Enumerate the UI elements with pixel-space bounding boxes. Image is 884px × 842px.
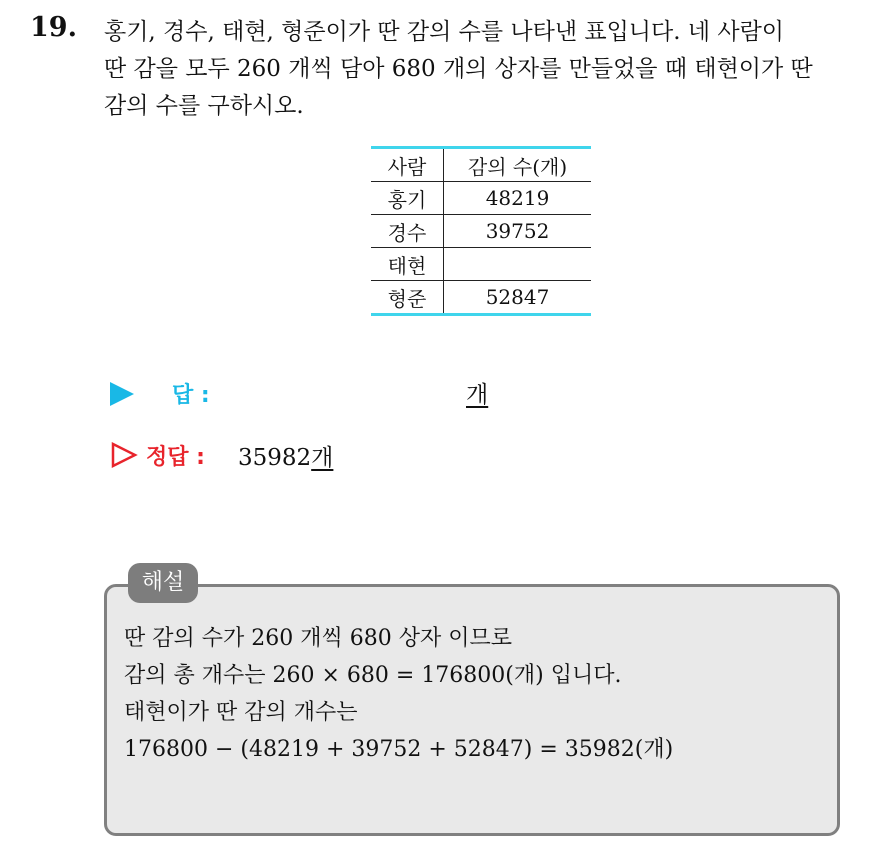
persimmon-table: [371, 146, 591, 316]
cell-name: 형준: [371, 281, 444, 315]
correct-answer-row: [110, 438, 710, 472]
correct-number: 35982: [238, 445, 312, 471]
cell-count: 39752: [444, 215, 592, 248]
cell-name: 경수: [371, 215, 444, 248]
cell-name: 태현: [371, 248, 444, 281]
cell-name: 홍기: [371, 182, 444, 215]
question-line: 홍기, 경수, 태현, 형준이가 딴 감의 수를 나타낸 표입니다. 네 사람이: [104, 19, 785, 45]
table-row: [371, 215, 591, 248]
correct-value: [238, 439, 333, 472]
explanation-line: 감의 총 개수는 260 × 680 = 176800(개) 입니다.: [124, 663, 622, 688]
cell-count-blank: [444, 248, 592, 281]
answer-blank[interactable]: [450, 376, 488, 409]
answer-label: 답 :: [172, 383, 210, 408]
table-row: [371, 182, 591, 215]
correct-label: 정답 :: [146, 445, 205, 470]
question-line: 감의 수를 구하시오.: [104, 93, 304, 119]
outline-triangle-icon: [110, 442, 138, 468]
explanation-line: 태현이가 딴 감의 개수는: [124, 700, 358, 725]
header-person: 사람: [371, 148, 444, 182]
question-text: [104, 14, 874, 125]
answer-unit: 개: [466, 382, 489, 408]
table-row: [371, 248, 591, 281]
header-count: 감의 수(개): [444, 148, 592, 182]
correct-unit: 개: [311, 445, 334, 471]
cell-count: 48219: [444, 182, 592, 215]
explanation-line: 딴 감의 수가 260 개씩 680 상자 이므로: [124, 626, 512, 651]
explanation-tab: 해설: [128, 563, 198, 603]
explanation-line: 176800 − (48219 + 39752 + 52847) = 35982(개): [124, 737, 674, 762]
question-number: 19.: [30, 12, 77, 43]
table-header-row: [371, 148, 591, 182]
explanation-text: [124, 620, 824, 768]
table-row: [371, 281, 591, 315]
cell-count: 52847: [485, 285, 550, 309]
answer-row: [110, 376, 710, 410]
play-triangle-icon: [110, 382, 134, 406]
question-line: 딴 감을 모두 260 개씩 담아 680 개의 상자를 만들었을 때 태현이가 딴: [104, 56, 813, 82]
